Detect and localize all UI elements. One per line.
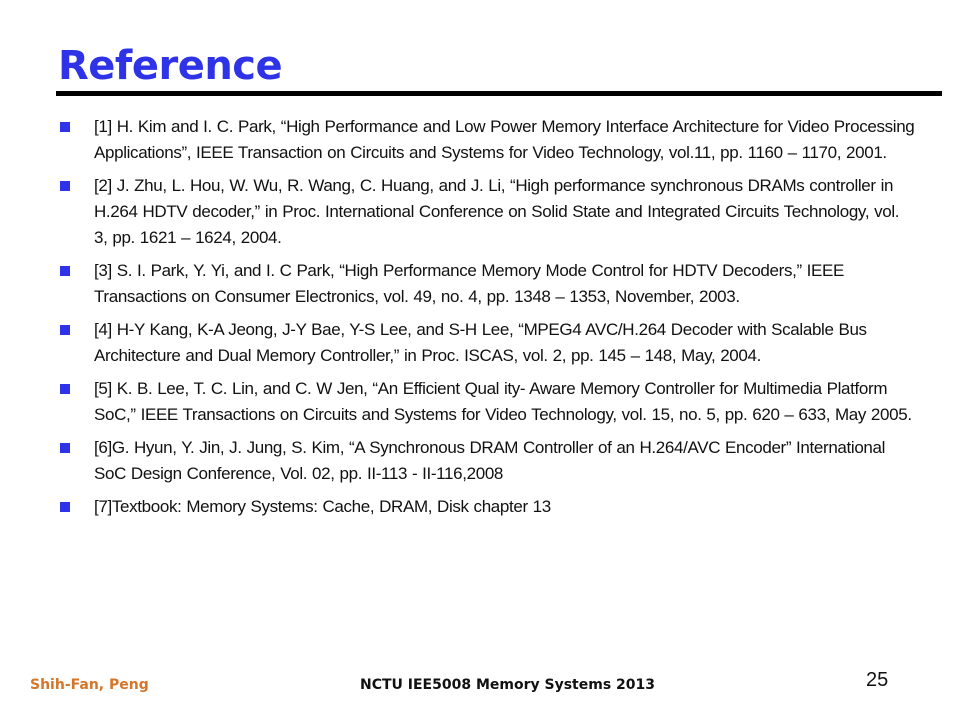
reference-item [56, 494, 916, 520]
square-bullet-icon [60, 122, 70, 132]
reference-item [56, 317, 916, 369]
slide-title: Reference [58, 43, 283, 89]
square-bullet-icon [60, 384, 70, 394]
reference-item [56, 258, 916, 310]
reference-item [56, 114, 916, 166]
square-bullet-icon [60, 443, 70, 453]
square-bullet-icon [60, 181, 70, 191]
page-number: 25 [866, 669, 889, 691]
reference-text: [6]G. Hyun, Y. Jin, J. Jung, S. Kim, “A Synchronous DRAM Controller of an H.264/AVC Encoder” International SoC Design Conference, Vol. 02, pp. II-113 - II-116,2008 [94, 438, 886, 483]
title-divider [56, 91, 942, 96]
reference-text: [2] J. Zhu, L. Hou, W. Wu, R. Wang, C. Huang, and J. Li, “High performance synchronous DRAMs controller in H.264 HDTV decoder,” in Proc. International Conference on Solid State and Integrated Circuits Technology, vol. 3, pp. 1621 – 1624, 2004. [94, 176, 900, 247]
reference-text: [7]Textbook: Memory Systems: Cache, DRAM, Disk chapter 13 [94, 497, 551, 516]
reference-list [56, 114, 916, 527]
reference-item [56, 376, 916, 428]
footer-course-title: NCTU IEE5008 Memory Systems 2013 [360, 677, 655, 693]
reference-text: [1] H. Kim and I. C. Park, “High Performance and Low Power Memory Interface Architecture for Video Processing Applications”, IEEE Transaction on Circuits and Systems for Video Technology, vol.11, pp. 1160 – 1170, 2001. [94, 117, 915, 162]
reference-text: [5] K. B. Lee, T. C. Lin, and C. W Jen, “An Efficient Qual ity- Aware Memory Controller for Multimedia Platform SoC,” IEEE Transactions on Circuits and Systems for Video Technology, vol. 15, no. 5, pp. 620 – 633, May 2005. [94, 379, 912, 424]
reference-text: [4] H-Y Kang, K-A Jeong, J-Y Bae, Y-S Lee, and S-H Lee, “MPEG4 AVC/H.264 Decoder with Scalable Bus Architecture and Dual Memory Controller,” in Proc. ISCAS, vol. 2, pp. 145 – 148, May, 2004. [94, 320, 867, 365]
square-bullet-icon [60, 502, 70, 512]
reference-text: [3] S. I. Park, Y. Yi, and I. C Park, “High Performance Memory Mode Control for HDTV Decoders,” IEEE Transactions on Consumer Electronics, vol. 49, no. 4, pp. 1348 – 1353, November, 2003. [94, 261, 844, 306]
square-bullet-icon [60, 325, 70, 335]
reference-item [56, 173, 916, 251]
square-bullet-icon [60, 266, 70, 276]
reference-item [56, 435, 916, 487]
footer-author: Shih-Fan, Peng [30, 677, 149, 693]
